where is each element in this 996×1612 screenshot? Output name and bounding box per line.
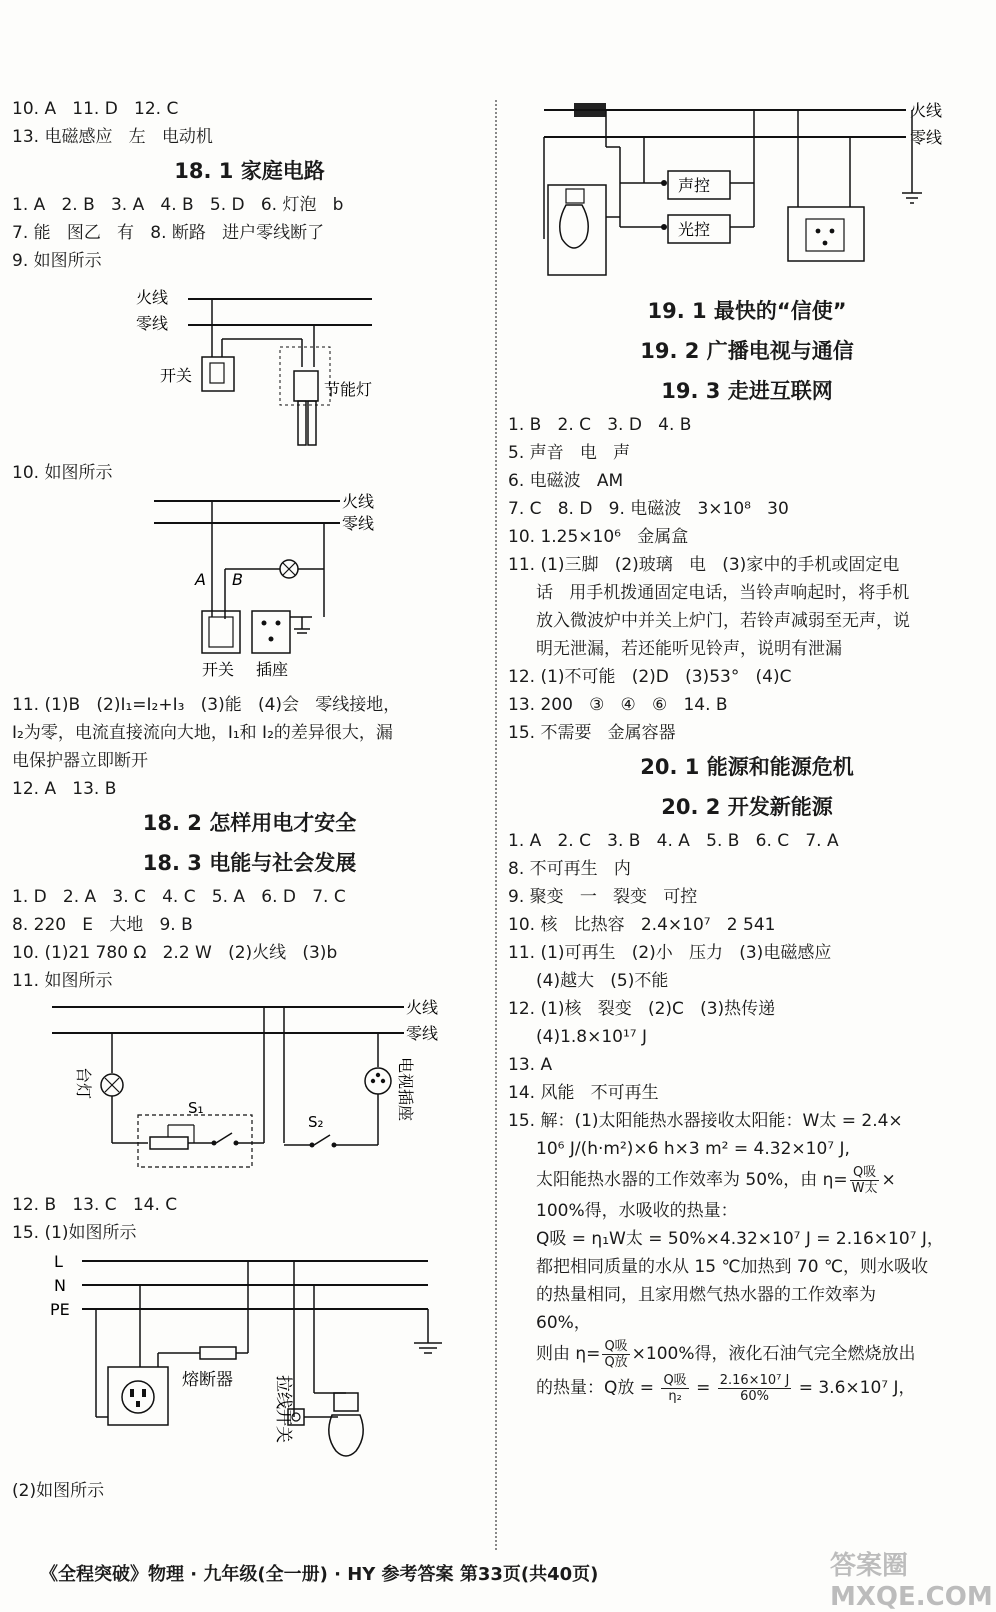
label-light-control: 光控	[678, 220, 711, 239]
solution-line: 都把相同质量的水从 15 ℃加热到 70 ℃，则水吸收	[536, 1257, 929, 1277]
answer-line: 12. B 13. C 14. C	[12, 1195, 178, 1215]
answer-line: 13. A	[508, 1055, 553, 1075]
fraction-numerator: 2.16×10⁷ J	[719, 1372, 790, 1388]
solution-line: 60%，	[536, 1313, 591, 1333]
fraction	[602, 1339, 629, 1370]
circuit-figure-q9	[12, 277, 482, 457]
section-heading-18-2: 18. 2 怎样用电才安全	[142, 811, 357, 835]
label-sound-control: 声控	[678, 176, 711, 195]
section-heading-19-2: 19. 2 广播电视与通信	[640, 339, 854, 363]
fraction	[661, 1373, 688, 1404]
answer-line: 14. 风能 不可再生	[508, 1083, 659, 1103]
label-a: A	[195, 570, 206, 589]
left-column	[12, 95, 487, 1505]
answer-line: 11. (1)可再生 (2)小 压力 (3)电磁感应	[508, 943, 832, 963]
answer-line: (4)越大 (5)不能	[536, 971, 669, 991]
section-heading-20-1: 20. 1 能源和能源危机	[640, 755, 854, 779]
answer-line: 明无泄漏，若还能听见铃声，说明有泄漏	[536, 639, 842, 659]
answer-line: 10. 如图所示	[12, 463, 113, 483]
answer-line: 6. 电磁波 AM	[508, 471, 624, 491]
fraction-numerator: Q吸	[604, 1338, 628, 1354]
answer-line: 12. A 13. B	[12, 779, 117, 799]
label-s1: S₁	[188, 1099, 204, 1117]
solution-line: 100%得，水吸收的热量：	[536, 1201, 738, 1221]
fraction	[850, 1165, 880, 1196]
answer-line: 1. A 2. B 3. A 4. B 5. D 6. 灯泡 b	[12, 195, 344, 215]
label-live: 火线	[406, 998, 439, 1017]
right-column	[508, 95, 986, 1405]
answer-line: 放入微波炉中并关上炉门，若铃声减弱至无声，说	[536, 611, 910, 631]
section-heading-18-1: 18. 1 家庭电路	[174, 159, 325, 183]
answer-line: 电保护器立即断开	[12, 751, 148, 771]
label-pull-switch: 拉线开关	[273, 1375, 293, 1443]
circuit-figure-q10	[12, 489, 482, 689]
fraction-numerator: Q吸	[663, 1372, 687, 1388]
page-footer: 《全程突破》物理 · 九年级(全一册) · HY 参考答案 第33页(共40页)	[40, 1564, 599, 1585]
label-lamp: 节能灯	[324, 380, 373, 399]
label-fuse: 熔断器	[182, 1370, 233, 1390]
answer-line: 15. 解：(1)太阳能热水器接收太阳能：W太 = 2.4×	[508, 1111, 903, 1131]
answer-line: 13. 电磁感应 左 电动机	[12, 127, 213, 147]
answer-line: 7. C 8. D 9. 电磁波 3×10⁸ 30	[508, 499, 789, 519]
answer-line: 9. 聚变 一 裂变 可控	[508, 887, 698, 907]
answer-line: 10. 1.25×10⁶ 金属盒	[508, 527, 689, 547]
solution-text: 则由 η=	[536, 1344, 601, 1364]
solution-text: =	[690, 1378, 716, 1398]
answer-line: 9. 如图所示	[12, 251, 102, 271]
label-desk-lamp: 台灯	[74, 1067, 93, 1100]
answer-line: 话 用手机拨通固定电话，当铃声响起时，将手机	[536, 583, 910, 603]
answer-line: 8. 220 E 大地 9. B	[12, 915, 193, 935]
answer-line: 12. (1)核 裂变 (2)C (3)热传递	[508, 999, 776, 1019]
solution-text: ×	[881, 1170, 896, 1190]
answer-line: (4)1.8×10¹⁷ J	[536, 1027, 648, 1047]
solution-line	[508, 1337, 986, 1371]
label-live: 火线	[910, 101, 943, 120]
solution-text: 的热量：Q放 =	[536, 1378, 660, 1398]
solution-line: 的热量相同，且家用燃气热水器的工作效率为	[536, 1285, 876, 1305]
label-s2: S₂	[308, 1113, 324, 1131]
section-heading-19-3: 19. 3 走进互联网	[661, 379, 833, 403]
answer-line: 10. (1)21 780 Ω 2.2 W (2)火线 (3)b	[12, 943, 338, 963]
solution-text: 太阳能热水器的工作效率为 50%，由 η=	[536, 1170, 848, 1190]
answer-line: 11. (1)B (2)I₁=I₂+I₃ (3)能 (4)会 零线接地，	[12, 695, 401, 715]
fraction-denominator: Q放	[604, 1354, 628, 1370]
label-pe: PE	[50, 1300, 70, 1319]
fraction-denominator: η₂	[668, 1388, 682, 1404]
label-live: 火线	[342, 492, 375, 511]
answer-line: 8. 不可再生 内	[508, 859, 631, 879]
answer-line: 5. 声音 电 声	[508, 443, 631, 463]
label-neutral: 零线	[136, 314, 169, 333]
label-neutral: 零线	[342, 514, 375, 533]
fraction	[718, 1373, 792, 1404]
label-b: B	[232, 570, 243, 589]
answer-line: 1. D 2. A 3. C 4. C 5. A 6. D 7. C	[12, 887, 346, 907]
circuit-figure-q15	[12, 1249, 482, 1475]
answer-line: 10. A 11. D 12. C	[12, 99, 179, 119]
label-neutral: 零线	[406, 1024, 439, 1043]
label-n: N	[54, 1276, 66, 1295]
answer-line: 7. 能 图乙 有 8. 断路 进户零线断了	[12, 223, 325, 243]
fraction-denominator: 60%	[740, 1388, 769, 1404]
solution-text: = 3.6×10⁷ J，	[793, 1378, 916, 1398]
section-heading-20-2: 20. 2 开发新能源	[661, 795, 833, 819]
section-heading-19-1: 19. 1 最快的“信使”	[647, 299, 847, 323]
fraction-denominator: W太	[851, 1180, 878, 1196]
answer-line: (2)如图所示	[12, 1481, 105, 1501]
label-neutral: 零线	[910, 128, 943, 147]
column-divider	[495, 100, 497, 1550]
label-tv-socket: 电视插座	[396, 1057, 415, 1122]
answer-line: 11. 如图所示	[12, 971, 113, 991]
label-live: 火线	[136, 288, 169, 307]
answer-line: 13. 200 ③ ④ ⑥ 14. B	[508, 695, 728, 715]
solution-text: ×100%得，液化石油气完全燃烧放出	[631, 1344, 916, 1364]
answer-line: I₂为零，电流直接流向大地，I₁和 I₂的差异很大，漏	[12, 723, 393, 743]
answer-line: 1. B 2. C 3. D 4. B	[508, 415, 692, 435]
solution-line	[508, 1371, 986, 1405]
answer-line: 10. 核 比热容 2.4×10⁷ 2 541	[508, 915, 776, 935]
label-switch: 开关	[160, 366, 193, 385]
circuit-figure-q11	[12, 997, 482, 1189]
answer-line: 15. 不需要 金属容器	[508, 723, 676, 743]
solution-line: Q吸 = η₁W太 = 50%×4.32×10⁷ J = 2.16×10⁷ J，	[536, 1229, 944, 1249]
answer-line: 15. (1)如图所示	[12, 1223, 137, 1243]
fraction-numerator: Q吸	[850, 1165, 880, 1181]
circuit-figure-top	[508, 97, 978, 289]
label-socket: 插座	[256, 660, 289, 679]
label-l: L	[54, 1252, 63, 1271]
section-heading-18-3: 18. 3 电能与社会发展	[142, 851, 357, 875]
label-switch: 开关	[202, 660, 235, 679]
solution-line	[508, 1163, 986, 1197]
answer-line: 10⁶ J/(h·m²)×6 h×3 m² = 4.32×10⁷ J,	[536, 1139, 850, 1159]
answer-line: 1. A 2. C 3. B 4. A 5. B 6. C 7. A	[508, 831, 839, 851]
watermark: 答案圈 MXQE.COM	[830, 1551, 993, 1612]
answer-line: 11. (1)三脚 (2)玻璃 电 (3)家中的手机或固定电	[508, 555, 900, 575]
answer-line: 12. (1)不可能 (2)D (3)53° (4)C	[508, 667, 792, 687]
